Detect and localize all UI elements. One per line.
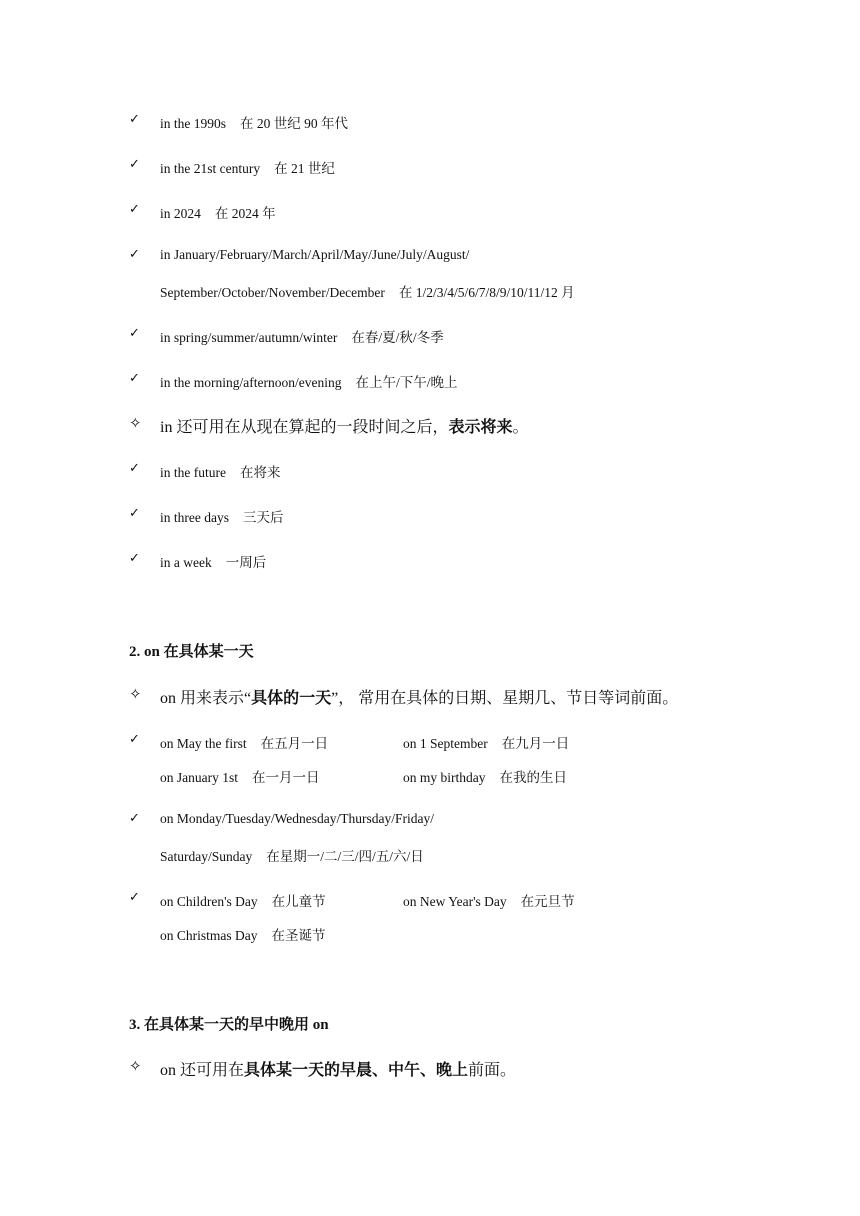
note-text: in 还可用在从现在算起的一段时间之后，: [160, 419, 449, 436]
item-english: in the future: [160, 465, 226, 480]
item-chinese: 在 20 世纪 90 年代: [240, 116, 348, 131]
item-chinese: 在五月一日: [260, 736, 329, 751]
note-text-end: ”， 常用在具体的日期、星期几、节日等词前面。: [331, 690, 679, 707]
check-icon: ✓: [129, 506, 140, 521]
check-icon: ✓: [129, 890, 140, 905]
check-icon: ✓: [129, 326, 140, 341]
item-chinese: 在圣诞节: [271, 928, 326, 943]
note-emphasis: 具体某一天的早晨、中午、晚上: [244, 1062, 469, 1079]
item-english: in a week: [160, 555, 212, 570]
item-chinese: 在元旦节: [520, 894, 575, 909]
item-english: in the 1990s: [160, 116, 226, 131]
item-english: on January 1st: [160, 770, 238, 785]
check-icon: ✓: [129, 157, 140, 172]
item-chinese: 在儿童节: [271, 894, 326, 909]
note-emphasis: 具体的一天: [251, 690, 332, 707]
item-english: in the 21st century: [160, 161, 261, 176]
item-english: September/October/November/December: [160, 285, 385, 300]
item-chinese: 在我的生日: [499, 770, 567, 785]
item-chinese: 一周后: [225, 555, 267, 570]
note-text: on 还可用在: [160, 1062, 245, 1079]
note-text: on 用来表示“: [160, 690, 252, 707]
item-english: Saturday/Sunday: [160, 849, 253, 864]
item-english: on New Year's Day: [403, 894, 507, 909]
item-english: on May the first: [160, 736, 247, 751]
item-chinese: 在 2024 年: [214, 206, 276, 221]
check-icon: ✓: [129, 732, 140, 747]
item-english: in 2024: [160, 206, 201, 221]
note-text-end: 。: [512, 419, 529, 436]
item-english: on 1 September: [403, 736, 488, 751]
check-icon: ✓: [129, 247, 140, 262]
item-english: in the morning/afternoon/evening: [160, 375, 342, 390]
item-chinese: 在九月一日: [501, 736, 570, 751]
item-english: in three days: [160, 510, 229, 525]
check-icon: ✓: [129, 551, 140, 566]
section-3-heading: 3. 在具体某一天的早中晚用 on: [129, 1017, 329, 1033]
check-icon: ✓: [129, 202, 140, 217]
note-text-end: 前面。: [468, 1062, 517, 1079]
item-chinese: 在星期一/二/三/四/五/六/日: [266, 849, 424, 864]
check-icon: ✓: [129, 371, 140, 386]
item-english: on my birthday: [403, 770, 486, 785]
item-english: on Children's Day: [160, 894, 258, 909]
diamond-icon: ✧: [129, 1057, 142, 1075]
item-chinese: 在将来: [239, 465, 281, 480]
item-chinese: 在 21 世纪: [274, 161, 335, 176]
item-chinese: 在春/夏/秋/冬季: [351, 330, 444, 345]
check-icon: ✓: [129, 461, 140, 476]
item-english: on Christmas Day: [160, 928, 258, 943]
item-chinese: 三天后: [242, 510, 284, 525]
diamond-icon: ✧: [129, 414, 142, 432]
check-icon: ✓: [129, 112, 140, 127]
section-2-heading: 2. on 在具体某一天: [129, 644, 254, 660]
item-english: on Monday/Tuesday/Wednesday/Thursday/Friday/: [160, 811, 435, 826]
item-chinese: 在 1/2/3/4/5/6/7/8/9/10/11/12 月: [398, 285, 575, 300]
note-emphasis: 表示将来: [448, 419, 513, 436]
item-chinese: 在一月一日: [252, 770, 320, 785]
item-english: in January/February/March/April/May/June/July/August/: [160, 247, 470, 262]
diamond-icon: ✧: [129, 685, 142, 703]
item-chinese: 在上午/下午/晚上: [355, 375, 458, 390]
item-english: in spring/summer/autumn/winter: [160, 330, 338, 345]
check-icon: ✓: [129, 811, 140, 826]
